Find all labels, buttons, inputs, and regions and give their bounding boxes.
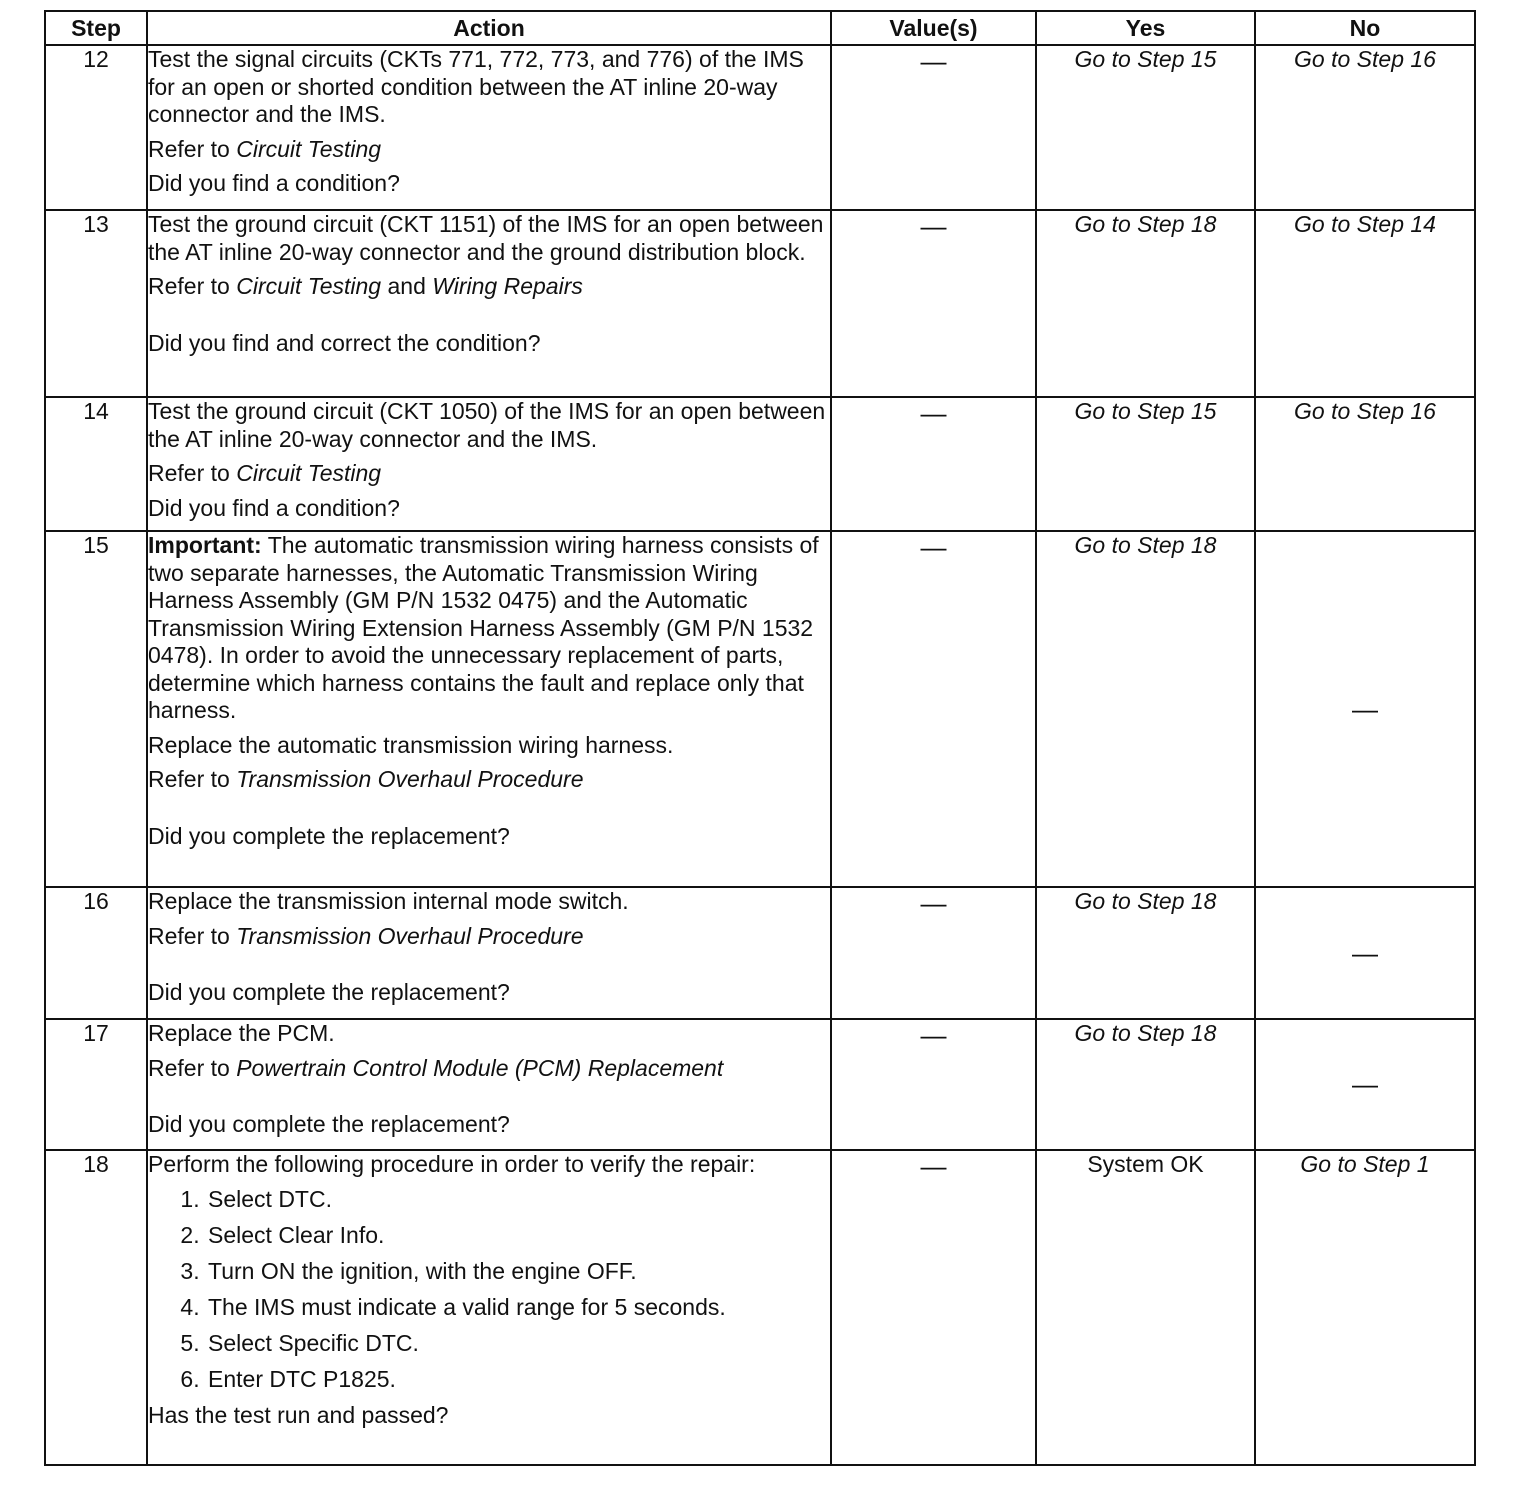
list-item: 4. The IMS must indicate a valid range for 5 seconds. <box>206 1294 830 1322</box>
table-row-step-16 <box>45 887 1475 1019</box>
action-cell <box>147 1150 831 1465</box>
table-row-step-17 <box>45 1019 1475 1150</box>
reference-link: Transmission Overhaul Procedure <box>236 922 584 949</box>
action-text: Test the ground circuit (CKT 1151) of the IMS for an open between the AT inline 20-way connector and the ground distribution block. <box>148 211 824 265</box>
question-text: Did you complete the replacement? <box>148 1111 510 1137</box>
list-item: 6. Enter DTC P1825. <box>206 1366 830 1394</box>
list-item: 1. Select DTC. <box>206 1186 830 1214</box>
question-text: Did you complete the replacement? <box>148 979 510 1005</box>
header-step: Step <box>45 11 147 45</box>
value-cell: — <box>831 531 1036 887</box>
question-text: Did you complete the replacement? <box>148 822 510 849</box>
table-row-step-12 <box>45 45 1475 210</box>
reference-link: Powertrain Control Module (PCM) Replacement <box>236 1054 724 1081</box>
action-cell <box>147 1019 831 1150</box>
yes-cell: Go to Step 18 <box>1036 531 1255 887</box>
procedure-list <box>148 1186 830 1394</box>
reference-link: Circuit Testing <box>236 460 382 486</box>
no-cell: Go to Step 1 <box>1255 1150 1475 1465</box>
refer-line: Refer to Transmission Overhaul Procedure <box>148 766 584 792</box>
yes-cell: Go to Step 15 <box>1036 45 1255 210</box>
header-no: No <box>1255 11 1475 45</box>
question-text: Did you find a condition? <box>148 494 400 521</box>
reference-link: Wiring Repairs <box>432 273 583 299</box>
step-number: 14 <box>45 397 147 531</box>
step-number: 12 <box>45 45 147 210</box>
step-number: 18 <box>45 1150 147 1465</box>
question-text: Did you find and correct the condition? <box>148 329 541 356</box>
list-item: 5. Select Specific DTC. <box>206 1330 830 1358</box>
header-yes: Yes <box>1036 11 1255 45</box>
value-cell: — <box>831 887 1036 1019</box>
list-item: 2. Select Clear Info. <box>206 1222 830 1250</box>
reference-link: Circuit Testing <box>236 135 382 162</box>
header-action: Action <box>147 11 831 45</box>
table-row-step-18 <box>45 1150 1475 1465</box>
no-cell: — <box>1255 1019 1475 1150</box>
important-note: Important: The automatic transmission wiring harness consists of two separate harnesses, the Automatic Transmission Wiring Harness Assembly (GM P/N 1532 0475) and the Automatic Transmission Wiring Extension Harness Assembly (GM P/N 1532 0478). In order to avoid the unnecessary replacement of parts, determine which harness contains the fault and replace only that harness. <box>148 532 819 723</box>
value-cell: — <box>831 210 1036 397</box>
step-number: 17 <box>45 1019 147 1150</box>
question-text: Did you find a condition? <box>148 170 400 196</box>
action-text: Replace the PCM. <box>148 1020 335 1046</box>
action-cell <box>147 397 831 531</box>
no-cell: Go to Step 16 <box>1255 397 1475 531</box>
no-cell: — <box>1255 887 1475 1019</box>
question-text: Has the test run and passed? <box>148 1401 449 1428</box>
action-cell <box>147 887 831 1019</box>
refer-line: Refer to Circuit Testing and Wiring Repairs <box>148 273 583 299</box>
refer-line: Refer to Powertrain Control Module (PCM) Replacement <box>148 1054 724 1081</box>
table-row-step-15 <box>45 531 1475 887</box>
table-row-step-13 <box>45 210 1475 397</box>
action-cell <box>147 210 831 397</box>
yes-cell: Go to Step 15 <box>1036 397 1255 531</box>
list-item: 3. Turn ON the ignition, with the engine OFF. <box>206 1258 830 1286</box>
step-number: 15 <box>45 531 147 887</box>
step-number: 13 <box>45 210 147 397</box>
no-cell: — <box>1255 531 1475 887</box>
table-row-step-14 <box>45 397 1475 531</box>
value-cell: — <box>831 45 1036 210</box>
no-cell: Go to Step 14 <box>1255 210 1475 397</box>
refer-line: Refer to Circuit Testing <box>148 135 382 162</box>
action-text: Perform the following procedure in order to verify the repair: <box>148 1151 756 1177</box>
value-cell: — <box>831 1019 1036 1150</box>
action-cell <box>147 45 831 210</box>
yes-cell: System OK <box>1036 1150 1255 1465</box>
no-cell: Go to Step 16 <box>1255 45 1475 210</box>
refer-line: Refer to Circuit Testing <box>148 460 382 486</box>
important-label: Important: <box>148 532 262 558</box>
diagnostic-table <box>44 10 1476 1466</box>
value-cell: — <box>831 397 1036 531</box>
refer-line: Refer to Transmission Overhaul Procedure <box>148 922 584 949</box>
action-text: Replace the automatic transmission wiring harness. <box>148 731 674 758</box>
value-cell: — <box>831 1150 1036 1465</box>
header-values: Value(s) <box>831 11 1036 45</box>
reference-link: Circuit Testing <box>236 273 382 299</box>
action-text: Test the ground circuit (CKT 1050) of the IMS for an open between the AT inline 20-way connector and the IMS. <box>148 398 826 452</box>
action-text: Test the signal circuits (CKTs 771, 772, 773, and 776) of the IMS for an open or shorted condition between the AT inline 20-way connector and the IMS. <box>148 46 804 127</box>
yes-cell: Go to Step 18 <box>1036 887 1255 1019</box>
yes-cell: Go to Step 18 <box>1036 1019 1255 1150</box>
table-header-row <box>45 11 1475 45</box>
step-number: 16 <box>45 887 147 1019</box>
yes-cell: Go to Step 18 <box>1036 210 1255 397</box>
action-text: Replace the transmission internal mode switch. <box>148 888 629 914</box>
action-cell <box>147 531 831 887</box>
reference-link: Transmission Overhaul Procedure <box>236 766 584 792</box>
